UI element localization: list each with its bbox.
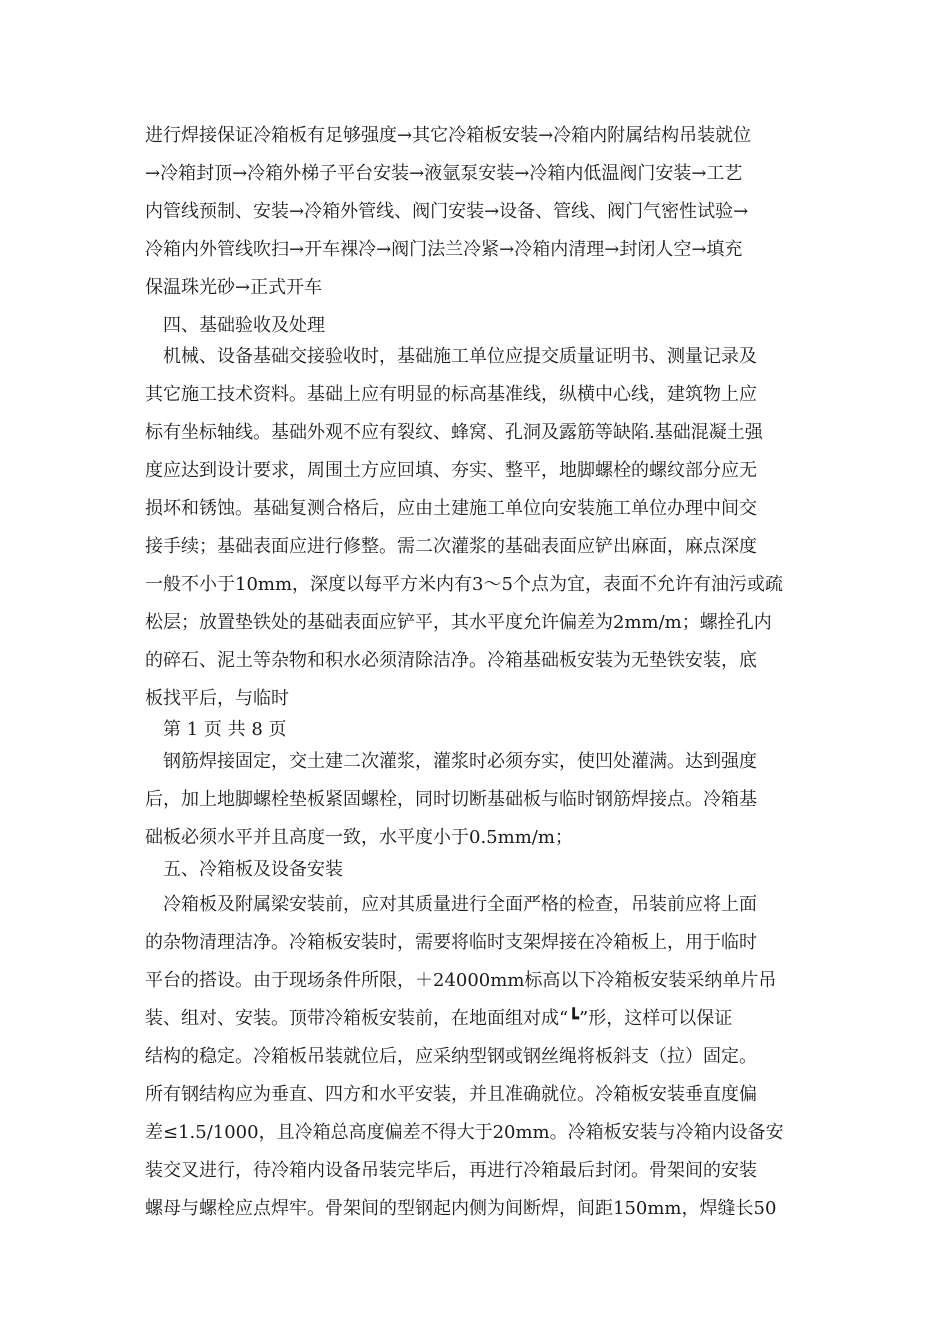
text-line: 度应达到设计要求，周围土方应回填、夯实、整平，地脚螺栓的螺纹部分应无 xyxy=(145,460,757,481)
text-line: 其它施工技术资料。基础上应有明显的标高基准线，纵横中心线，建筑物上应 xyxy=(145,384,757,405)
text-line: 标有坐标轴线。基础外观不应有裂纹、蜂窝、孔洞及露筋等缺陷.基础混凝土强 xyxy=(145,422,763,443)
page-number: 第 1 页 共 8 页 xyxy=(163,719,287,740)
text-line: 的杂物清理洁净。冷箱板安装时，需要将临时支架焊接在冷箱板上，用于临时 xyxy=(145,932,757,953)
text-line: 结构的稳定。冷箱板吊装就位后，应采纳型钢或钢丝绳将板斜支（拉）固定。 xyxy=(145,1046,757,1067)
text-line: 平台的搭设。由于现场条件所限，＋24000mm标高以下冷箱板安装采纳单片吊 xyxy=(145,970,777,991)
text-line: 一般不小于10mm，深度以每平方米内有3～5个点为宜，表面不允许有油污或疏 xyxy=(145,574,783,595)
text-line: 松层；放置垫铁处的基础表面应铲平，其水平度允许偏差为2mm/m；螺拴孔内 xyxy=(145,612,772,633)
text-line: 机械、设备基础交接验收时，基础施工单位应提交质量证明书、测量记录及 xyxy=(163,346,757,367)
text-line: 的碎石、泥土等杂物和积水必须清除洁净。冷箱基础板安装为无垫铁安装，底 xyxy=(145,650,757,671)
text-line: 内管线预制、安装→冷箱外管线、阀门安装→设备、管线、阀门气密性试验→ xyxy=(145,201,749,222)
section-heading: 四、基础验收及处理 xyxy=(163,315,325,336)
text-line: 接手续；基础表面应进行修整。需二次灌浆的基础表面应铲出麻面，麻点深度 xyxy=(145,536,757,557)
text-line: 损坏和锈蚀。基础复测合格后，应由土建施工单位向安装施工单位办理中间交 xyxy=(145,498,757,519)
text-line: 差≤1.5/1000，且冷箱总高度偏差不得大于20mm。冷箱板安装与冷箱内设备安 xyxy=(145,1122,784,1143)
text-line: 板找平后，与临时 xyxy=(145,688,289,709)
text-line: 冷箱内外管线吹扫→开车裸冷→阀门法兰冷紧→冷箱内清理→封闭人空→填充 xyxy=(145,239,743,260)
text-line: 冷箱板及附属梁安装前，应对其质量进行全面严格的检查，吊装前应将上面 xyxy=(163,894,757,915)
section-heading: 五、冷箱板及设备安装 xyxy=(163,859,343,880)
text-line: 螺母与螺栓应点焊牢。骨架间的型钢起内侧为间断焊，间距150mm，焊缝长50 xyxy=(145,1198,777,1219)
text-line: 装交叉进行，待冷箱内设备吊装完毕后，再进行冷箱最后封闭。骨架间的安装 xyxy=(145,1160,757,1181)
text-line: 钢筋焊接固定，交土建二次灌浆，灌浆时必须夯实，使凹处灌满。达到强度 xyxy=(163,751,757,772)
text-line: 础板必须水平并且高度一致，水平度小于0.5mm/m； xyxy=(145,827,573,848)
text-line: 进行焊接保证冷箱板有足够强度→其它冷箱板安装→冷箱内附属结构吊装就位 xyxy=(145,125,752,146)
text-line: →冷箱封顶→冷箱外梯子平台安装→液氩泵安装→冷箱内低温阀门安装→工艺 xyxy=(145,163,743,184)
text-line: 保温珠光砂→正式开车 xyxy=(145,277,323,298)
text-line: 装、组对、安装。顶带冷箱板安装前，在地面组对成“┗”形，这样可以保证 xyxy=(145,1008,733,1029)
text-line: 后，加上地脚螺栓垫板紧固螺栓，同时切断基础板与临时钢筋焊接点。冷箱基 xyxy=(145,789,757,810)
text-line: 所有钢结构应为垂直、四方和水平安装，并且准确就位。冷箱板安装垂直度偏 xyxy=(145,1084,757,1105)
